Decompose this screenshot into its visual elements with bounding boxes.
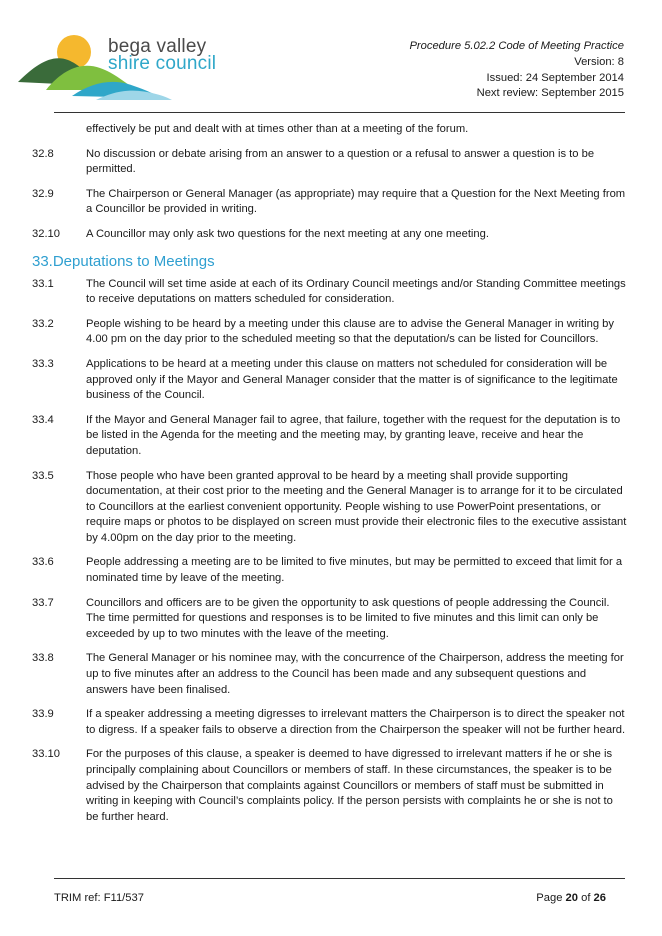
continuation-paragraph: effectively be put and dealt with at times other than at a meeting of the forum. [86, 123, 469, 135]
page-indicator [536, 892, 606, 904]
clause-text: For the purposes of this clause, a speaker is deemed to have digressed to irrelevant matters if he or she is principally complaining about Councillors or members of staff. In these circumstances, the speaker is to be advised by the Chairperson that complaints against Councillors or members of staff must be submitted in writing in keeping with Council’s complaints policy. If the person persists with complaints he or she is not to be further heard. [86, 748, 613, 823]
clause-item [32, 555, 628, 586]
clause-text: If the Mayor and General Manager fail to agree, that failure, together with the request for the deputation is to be listed in the Agenda for the meeting and the meeting may, by granting leave, receive and hear the deputation. [86, 413, 621, 457]
clause-list-32 [32, 147, 628, 243]
clause-number: 33.8 [32, 652, 54, 665]
clause-text: People wishing to be heard by a meeting under this clause are to advise the General Manager in writing by 4.00 pm on the day prior to the scheduled meeting so that the deputation/s can be listed for Councillors. [86, 317, 614, 346]
clause-item [32, 747, 628, 825]
clause-number: 32.9 [32, 187, 54, 200]
clause-list-33 [32, 277, 628, 826]
clause-number: 33.5 [32, 469, 54, 482]
clause-text: The Council will set time aside at each of its Ordinary Council meetings and/or Standing Committee meetings to receive deputations on matters scheduled for consideration. [86, 277, 626, 306]
clause-item [32, 469, 628, 547]
clause-text: A Councillor may only ask two questions for the next meeting at any one meeting. [86, 227, 489, 240]
clause-number: 33.3 [32, 357, 54, 370]
clause-item [32, 187, 628, 218]
clause-item [32, 596, 628, 643]
clause-text: Those people who have been granted approval to be heard by a meeting shall provide supporting documentation, at their cost prior to the meeting and the General Manager is to arrange for it to be circulated to Councillors at the earliest convenient opportunity. People wishing to use PowerPoint presentations, or require maps or photos to be displayed on screen must provide their electronic files to the executive assistant by 4.00pm on the day prior to the meeting. [86, 469, 627, 544]
clause-number: 33.10 [32, 748, 60, 761]
clause-text: The Chairperson or General Manager (as appropriate) may require that a Question for the Next Meeting from a Councillor be provided in writing. [86, 187, 626, 216]
page-total: 26 [593, 892, 606, 904]
clause-text: Councillors and officers are to be given the opportunity to ask questions of people addressing the Council. The time permitted for questions and responses is to be limited to five minutes and this limit can only be exceeded by up to two minutes with the leave of the meeting. [86, 596, 610, 640]
clause-text: The General Manager or his nominee may, with the concurrence of the Chairperson, address the meeting for up to five minutes after an address to the Council has been made and any subsequent questions and answers have been finalised. [86, 652, 624, 696]
document-body [32, 122, 628, 834]
clause-text: People addressing a meeting are to be limited to five minutes, but may be permitted to exceed that limit for a nominated time by leave of the meeting. [86, 556, 623, 585]
section-heading: 33.Deputations to Meetings [32, 252, 215, 270]
clause-number: 32.10 [32, 227, 60, 240]
clause-number: 32.8 [32, 147, 54, 160]
header-meta [409, 39, 624, 102]
clause-item [32, 227, 628, 243]
issued-date: Issued: 24 September 2014 [486, 71, 624, 84]
clause-item [32, 147, 628, 178]
clause-item [32, 277, 628, 308]
page-number: 20 [565, 892, 578, 904]
clause-number: 33.6 [32, 556, 54, 569]
logo-wordmark [108, 38, 216, 72]
clause-number: 33.2 [32, 317, 54, 330]
clause-item [32, 707, 628, 738]
clause-item [32, 317, 628, 348]
procedure-title: Procedure 5.02.2 Code of Meeting Practice [409, 40, 624, 52]
version-label: Version: 8 [574, 55, 624, 68]
clause-text: No discussion or debate arising from an answer to a question or a refusal to answer a question is to be permitted. [86, 147, 595, 176]
logo-line2: shire council [108, 53, 217, 74]
clause-item [32, 357, 628, 404]
clause-text: If a speaker addressing a meeting digresses to irrelevant matters the Chairperson is to direct the speaker not to digress. If a speaker fails to observe a direction from the Chairperson the speaker will not be further heard. [86, 708, 626, 736]
clause-number: 33.1 [32, 277, 54, 290]
trim-reference: TRIM ref: F11/537 [54, 892, 144, 904]
footer-divider [54, 878, 625, 879]
logo-line1: bega valley [108, 36, 207, 57]
clause-number: 33.9 [32, 708, 54, 721]
clause-item [32, 651, 628, 698]
header-divider [54, 112, 625, 113]
clause-text: Applications to be heard at a meeting under this clause on matters not scheduled for consideration will be approved only if the Mayor and General Manager consider that the matter is of significance to the legitimate business of the Council. [86, 357, 618, 402]
clause-number: 33.4 [32, 413, 54, 426]
next-review-date: Next review: September 2015 [476, 87, 624, 100]
clause-item [32, 413, 628, 460]
page-prefix: Page [536, 892, 566, 904]
clause-number: 33.7 [32, 596, 54, 609]
page-mid: of [578, 892, 594, 904]
